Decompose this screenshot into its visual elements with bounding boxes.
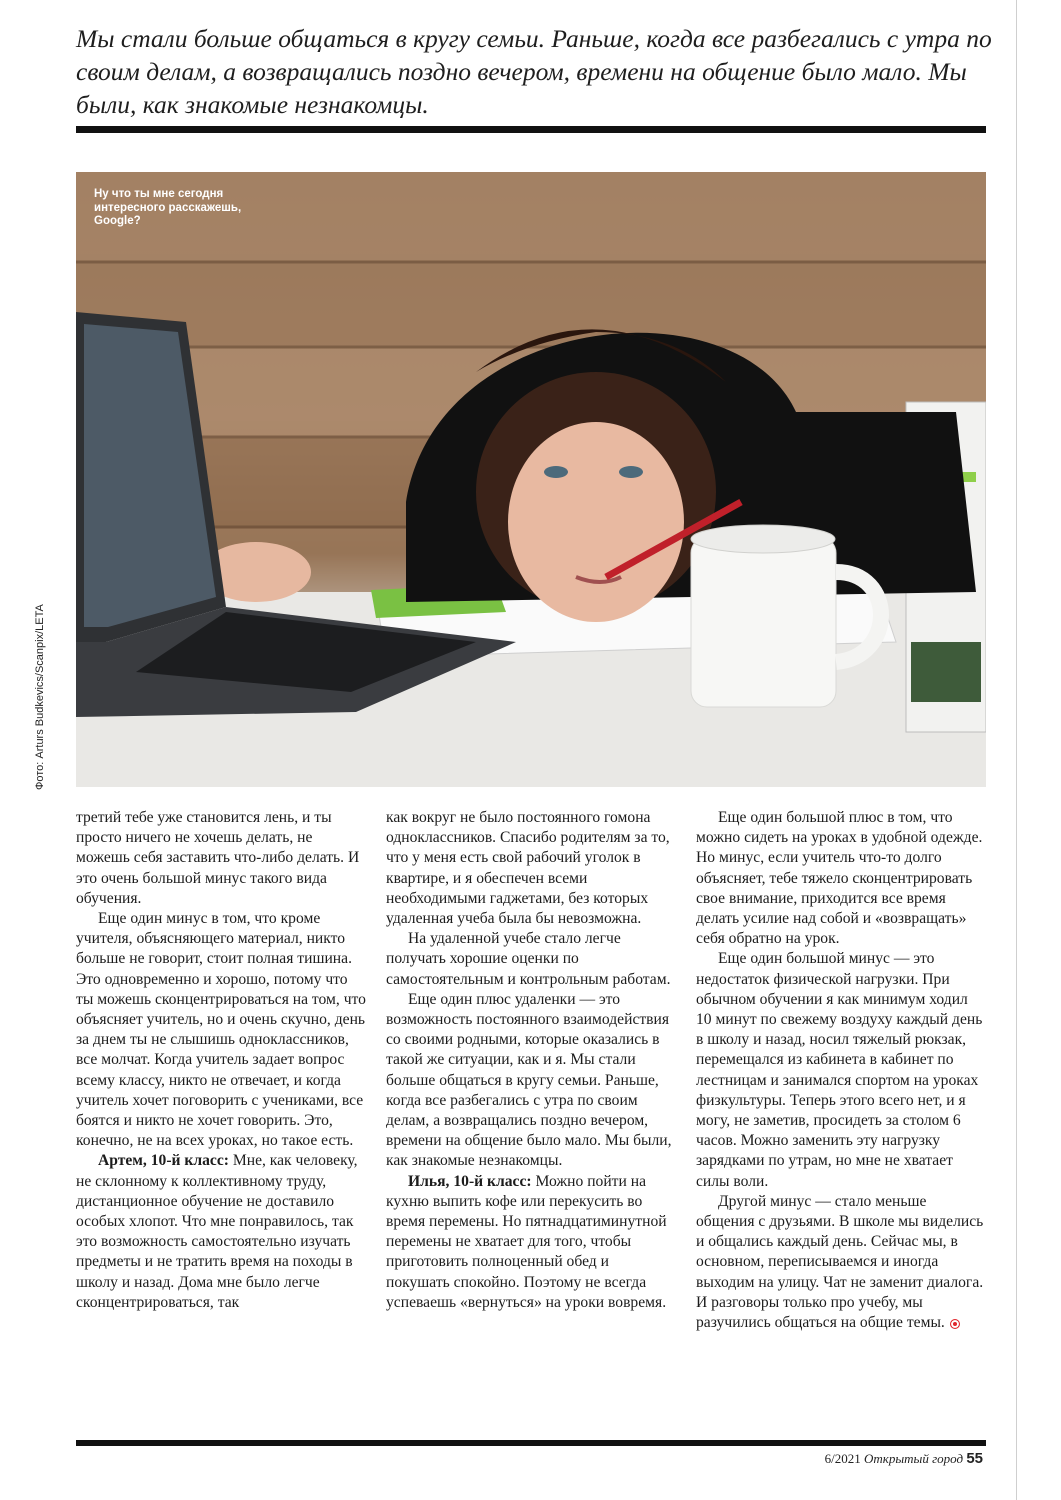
article-photo [76, 172, 986, 787]
paragraph-last [696, 1192, 986, 1333]
text-column-2 [386, 808, 676, 1313]
paragraph-ilya [386, 1172, 676, 1313]
top-divider-rule [76, 126, 986, 133]
paragraph: как вокруг не было постоянного гомона одноклассников. Спасибо родителям за то, что у меня есть свой рабочий уголок в квартире, и я обеспечен всеми необходимыми гаджетами, без которых удаленная учеба была бы невозможна. [386, 809, 670, 928]
speaker-name: Илья, 10-й класс: [408, 1172, 532, 1190]
paragraph: Еще один плюс удаленки — это возможность постоянного взаимодействия со своими родными, которые оказались в такой же ситуации, как и я. Мы стали больше общаться в кругу семьи. Раньше, когда все разбегались с утра по своим делам, а возвращались поздно вечером, времени на общение было мало. Мы были, как знакомые незнакомцы. [386, 990, 672, 1170]
text-column-1 [76, 808, 366, 1313]
end-of-article-icon [950, 1319, 960, 1329]
speaker-name: Артем, 10-й класс: [98, 1152, 229, 1170]
bottom-divider-rule [76, 1440, 986, 1446]
pull-quote [76, 22, 996, 121]
pull-quote-text: Мы стали больше общаться в кругу семьи. Раньше, когда все разбегались с утра по своим делам, а возвращались поздно вечером, времени на общение было мало. Мы были, как знакомые незнакомцы. [76, 24, 992, 119]
speaker-text: Мне, как человеку, не склонному к коллективному труду, дистанционное обучение не доставило особых хлопот. Что мне понравилось, так это возможность самостоятельно изучать предметы и не тратить время на походы в школу и назад. Дома мне было легче сконцентрироваться, так [76, 1152, 358, 1311]
paragraph-artem [76, 1151, 366, 1313]
paragraph: Еще один большой плюс в том, что можно сидеть на уроках в удобной одежде. Но минус, если учитель что-то долго объясняет, тебе тяжело сконцентрировать свое внимание, приходится все время делать усилие над собой и «возвращать» себя обратно на урок. [696, 809, 983, 948]
text-column-3 [696, 808, 986, 1333]
photo-caption-text: Ну что ты мне сегодня интересного расскажешь, Google? [94, 188, 242, 227]
photo-credit: Фото: Arturs Budkevics/Scanpix/LETA [34, 604, 46, 790]
paragraph: Еще один минус в том, что кроме учителя, объясняющего материал, никто больше не говорит, стоит полная тишина. Это одновременно и хорошо, потому что ты можешь сконцентрироваться на том, что объясняет учитель, но и очень скучно, день за днем ты не слышишь одноклассников, все молчат. Когда учитель задает вопрос всему классу, никто не отвечает, и когда учитель хочет поговорить с учениками, все боятся и никто не хочет говорить. Это, конечно, не на всех уроках, но такое есть. [76, 910, 366, 1150]
magazine-title: Открытый город [863, 1451, 964, 1466]
page-edge [1016, 0, 1061, 1500]
paragraph: Еще один большой минус — это недостаток физической нагрузки. При обычном обучении я как минимум ходил 10 минут по свежему воздуху каждый день в школу и назад, носил тяжелый рюкзак, перемещался из кабинета в кабинет по лестницам и занимался спортом на уроках физкультуры. Теперь этого всего нет, и я могу, не заметив, просидеть за столом 6 часов. Можно заменить эту нагрузку зарядками по утрам, но мне не хватает силы воли. [696, 950, 983, 1190]
page-number: 55 [966, 1450, 983, 1467]
paragraph: На удаленной учебе стало легче получать хорошие оценки по самостоятельным и контрольным работам. [386, 930, 671, 988]
issue-number: 6/2021 [824, 1451, 861, 1466]
page-footer [825, 1450, 983, 1467]
speaker-text: Можно пойти на кухню выпить кофе или перекусить во время перемены. Но пятнадцатиминутной перемены не хватает для того, чтобы приготовить полноценный обед и покушать спокойно. Поэтому не всегда успеваешь «вернуться» на уроки вовремя. [386, 1172, 667, 1311]
photo-caption [94, 188, 284, 229]
paragraph: третий тебе уже становится лень, и ты просто ничего не хочешь делать, не можешь себя заставить что-либо делать. И это очень большой минус такого вида обучения. [76, 809, 360, 907]
closing-text: Другой минус — стало меньше общения с друзьями. В школе мы виделись и общались каждый день. Сейчас мы, в основном, переписываемся и иногда выходим на улицу. Чат не заменит диалога. И разговоры только про учебу, мы разучились общаться на общие темы. [696, 1192, 984, 1332]
photo-illustration [76, 172, 986, 787]
